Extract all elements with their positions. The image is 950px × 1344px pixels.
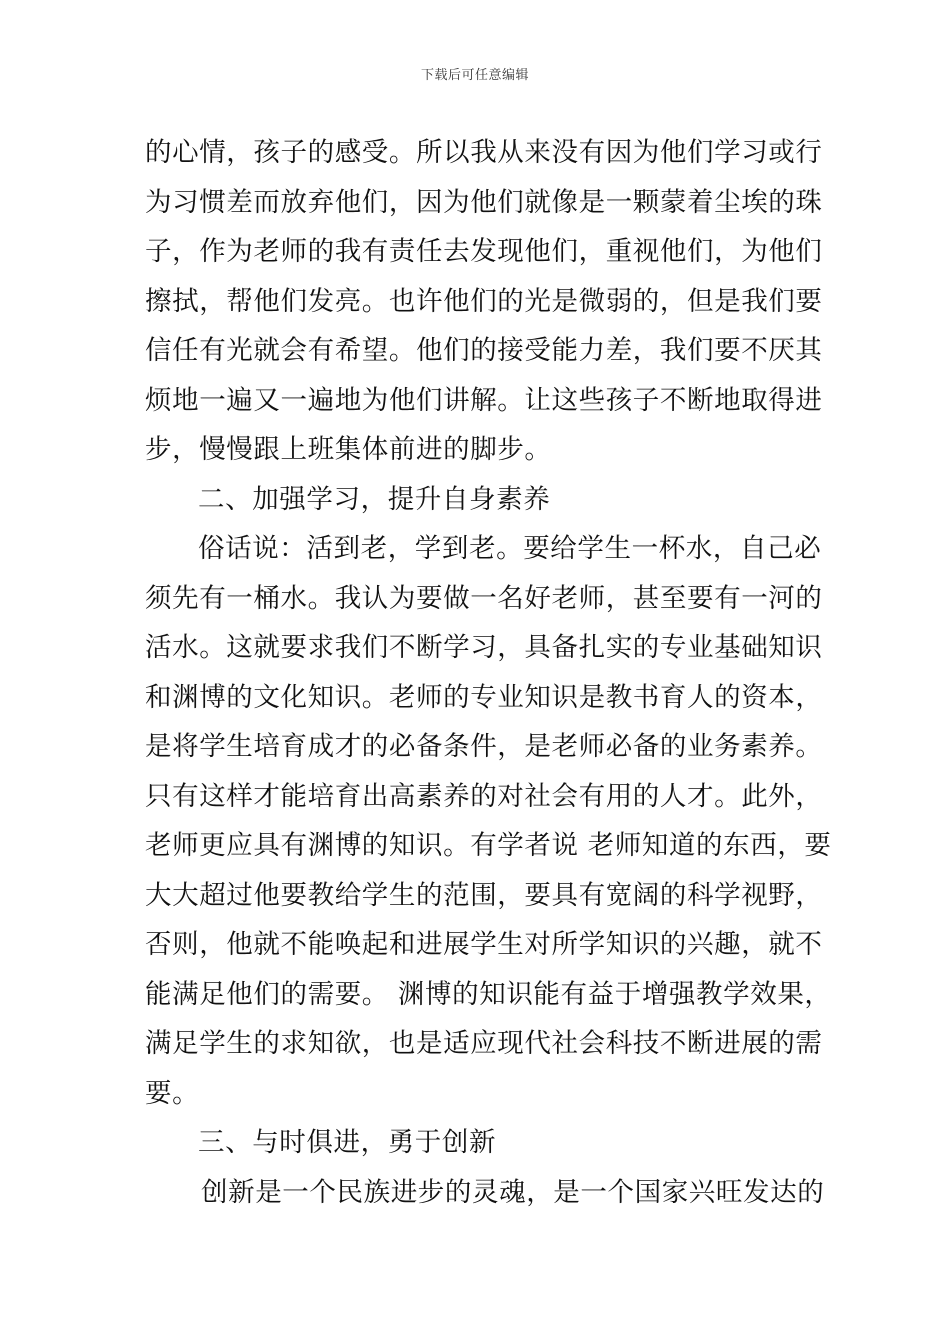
text-line: 烦地一遍又一遍地为他们讲解。让这些孩子不断地取得进 (145, 384, 823, 416)
section-heading: 二、加强学习，提升自身素养 (198, 483, 551, 515)
text-line: 是将学生培育成才的必备条件，是老师必备的业务素养。 (145, 731, 823, 762)
section-heading: 三、与时俱进，勇于创新 (198, 1127, 497, 1158)
text-line: 只有这样才能培育出高素养的对社会有用的人才。此外， (145, 780, 823, 812)
text-line: 否则，他就不能唤起和进展学生对所学知识的兴趣，就不 (145, 929, 823, 960)
paragraph-first-line: 创新是一个民族进步的灵魂，是一个国家兴旺发达的 (201, 1176, 825, 1208)
text-line: 满足学生的求知欲，也是适应现代社会科技不断进展的需 (145, 1028, 823, 1059)
text-line: 的心情，孩子的感受。所以我从来没有因为他们学习或行 (145, 137, 823, 168)
text-line: 能满足他们的需要。 渊博的知识能有益于增强教学效果， (145, 978, 832, 1010)
text-line: 步，慢慢跟上班集体前进的脚步。 (145, 434, 552, 465)
paragraph-first-line: 俗话说：活到老，学到老。要给学生一杯水，自己必 (198, 533, 822, 564)
document-body (145, 128, 832, 1217)
text-line: 要。 (145, 1077, 200, 1109)
text-line: 和渊博的文化知识。老师的专业知识是教书育人的资本， (145, 681, 823, 713)
text-line: 须先有一桶水。我认为要做一名好老师，甚至要有一河的 (145, 582, 823, 614)
text-line: 老师更应具有渊博的知识。有学者说 老师知道的东西，要 (145, 830, 832, 861)
text-line: 活水。这就要求我们不断学习，具备扎实的专业基础知识 (145, 632, 823, 663)
text-line: 大大超过他要教给学生的范围，要具有宽阔的科学视野， (145, 879, 823, 911)
text-line: 信任有光就会有希望。他们的接受能力差，我们要不厌其 (145, 335, 823, 366)
text-line: 擦拭，帮他们发亮。也许他们的光是微弱的，但是我们要 (145, 285, 823, 317)
page-header: 下载后可任意编辑 (420, 68, 529, 83)
text-line: 为习惯差而放弃他们，因为他们就像是一颗蒙着尘埃的珠 (145, 186, 823, 218)
text-line: 子，作为老师的我有责任去发现他们，重视他们，为他们 (145, 236, 823, 267)
